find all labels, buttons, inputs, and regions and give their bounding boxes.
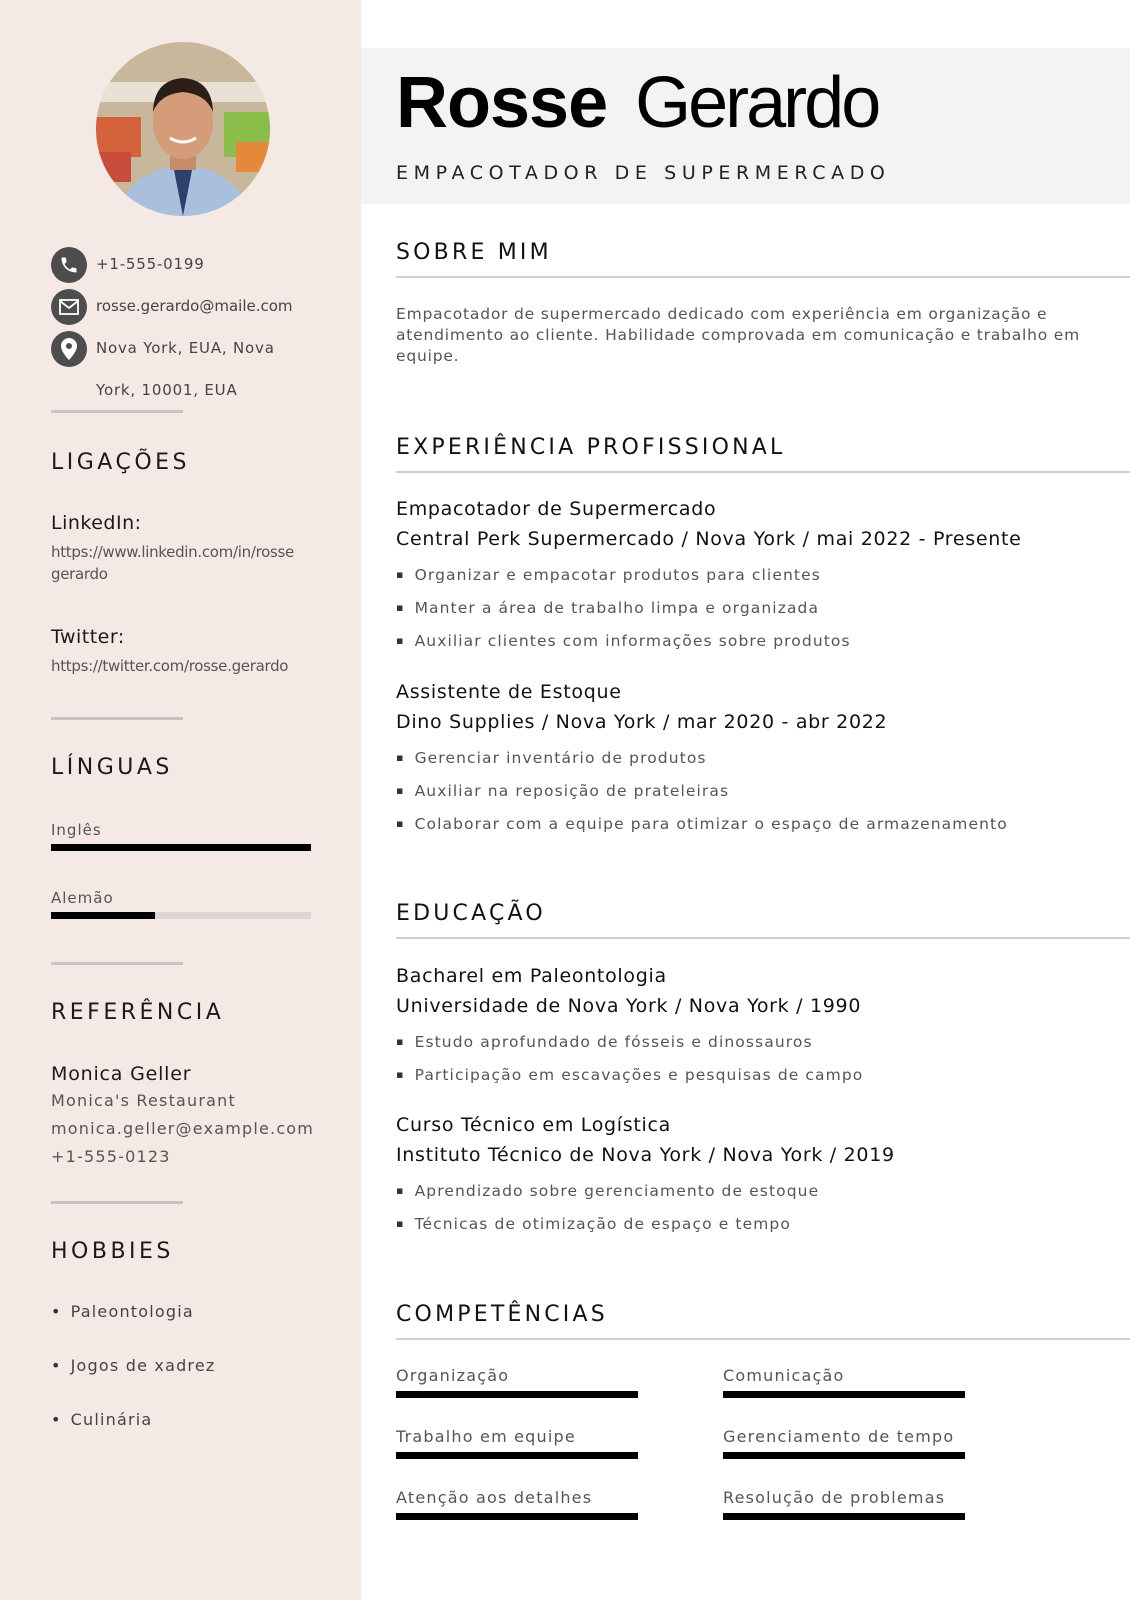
linkedin-label: LinkedIn: [51,512,142,534]
language-bar-fill [51,844,311,851]
job-bullet: ▪ Gerenciar inventário de produtos [396,749,707,767]
language-bar-fill [51,912,155,919]
phone-icon [51,247,87,283]
education-subtitle: Instituto Técnico de Nova York / Nova York / 2019 [396,1144,895,1166]
section-rule [396,276,1130,278]
skill-label: Resolução de problemas [723,1488,946,1507]
job-subtitle: Dino Supplies / Nova York / mar 2020 - abr 2022 [396,711,888,733]
job-bullet: ▪ Colaborar com a equipe para otimizar o espaço de armazenamento [396,815,1008,833]
skill-bar [396,1452,638,1459]
reference-company: Monica's Restaurant [51,1091,236,1110]
section-rule [396,471,1130,473]
about-heading: SOBRE MIM [396,240,552,265]
job-bullet: ▪ Organizar e empacotar produtos para clientes [396,566,821,584]
divider [51,717,183,720]
address-line-1: Nova York, EUA, Nova [96,339,275,357]
section-rule [396,1338,1130,1340]
contact-address [51,331,87,367]
first-name: Rosse [396,63,608,143]
skill-bar-fill [723,1452,965,1459]
reference-heading: REFERÊNCIA [51,1000,225,1025]
education-bullet: ▪ Participação em escavações e pesquisas de campo [396,1066,863,1084]
skill-label: Comunicação [723,1366,845,1385]
experience-heading: EXPERIÊNCIA PROFISSIONAL [396,435,786,460]
divider [51,962,183,965]
skill-bar [396,1391,638,1398]
skill-label: Atenção aos detalhes [396,1488,593,1507]
last-name: Gerardo [635,63,879,143]
contact-phone [51,247,87,283]
divider [51,1201,183,1204]
skill-bar [723,1513,965,1520]
links-heading: LIGAÇÕES [51,450,190,475]
email-text[interactable]: rosse.gerardo@maile.com [96,297,293,315]
divider [51,410,183,413]
job-role: EMPACOTADOR DE SUPERMERCADO [396,162,891,184]
job-bullet: ▪ Auxiliar clientes com informações sobre produtos [396,632,851,650]
skill-label: Trabalho em equipe [396,1427,576,1446]
full-name [396,62,878,144]
education-subtitle: Universidade de Nova York / Nova York / 1990 [396,995,862,1017]
skills-heading: COMPETÊNCIAS [396,1302,608,1327]
section-rule [396,937,1130,939]
languages-heading: LÍNGUAS [51,755,173,780]
sidebar [0,0,361,1600]
linkedin-url[interactable]: https://www.linkedin.com/in/rosse gerardo [51,543,294,583]
twitter-label: Twitter: [51,626,125,648]
language-bar [51,912,311,919]
about-text: Empacotador de supermercado dedicado com experiência em organização e atendimento ao cliente. Habilidade comprovada em comunicação e trabalho em equipe. [396,305,1081,365]
hobby-item: • Culinária [51,1410,152,1429]
education-bullet: ▪ Estudo aprofundado de fósseis e dinossauros [396,1033,813,1051]
skill-bar-fill [396,1391,638,1398]
education-bullet: ▪ Aprendizado sobre gerenciamento de estoque [396,1182,819,1200]
skill-bar-fill [723,1391,965,1398]
reference-name: Monica Geller [51,1063,192,1085]
language-label: Alemão [51,889,114,907]
skill-bar [396,1513,638,1520]
language-bar [51,844,311,851]
skill-bar [723,1452,965,1459]
twitter-url[interactable]: https://twitter.com/rosse.gerardo [51,657,289,675]
hobby-item: • Paleontologia [51,1302,194,1321]
reference-phone: +1-555-0123 [51,1147,171,1166]
contact-email [51,289,87,325]
envelope-icon [51,289,87,325]
job-title: Assistente de Estoque [396,681,622,703]
language-label: Inglês [51,821,102,839]
reference-email[interactable]: monica.geller@example.com [51,1119,315,1138]
job-bullet: ▪ Manter a área de trabalho limpa e organizada [396,599,819,617]
hobby-item: • Jogos de xadrez [51,1356,216,1375]
skill-label: Organização [396,1366,510,1385]
job-bullet: ▪ Auxiliar na reposição de prateleiras [396,782,729,800]
skill-label: Gerenciamento de tempo [723,1427,955,1446]
skill-bar-fill [723,1513,965,1520]
education-title: Curso Técnico em Logística [396,1114,671,1136]
profile-photo [96,42,270,216]
skill-bar-fill [396,1452,638,1459]
job-subtitle: Central Perk Supermercado / Nova York / mai 2022 - Presente [396,528,1022,550]
education-title: Bacharel em Paleontologia [396,965,667,987]
job-title: Empacotador de Supermercado [396,498,717,520]
phone-text: +1-555-0199 [96,255,205,273]
education-heading: EDUCAÇÃO [396,901,546,926]
skill-bar [723,1391,965,1398]
address-line-2: York, 10001, EUA [96,381,238,399]
education-bullet: ▪ Técnicas de otimização de espaço e tempo [396,1215,791,1233]
skill-bar-fill [396,1513,638,1520]
hobbies-heading: HOBBIES [51,1239,174,1264]
map-pin-icon [51,331,87,367]
